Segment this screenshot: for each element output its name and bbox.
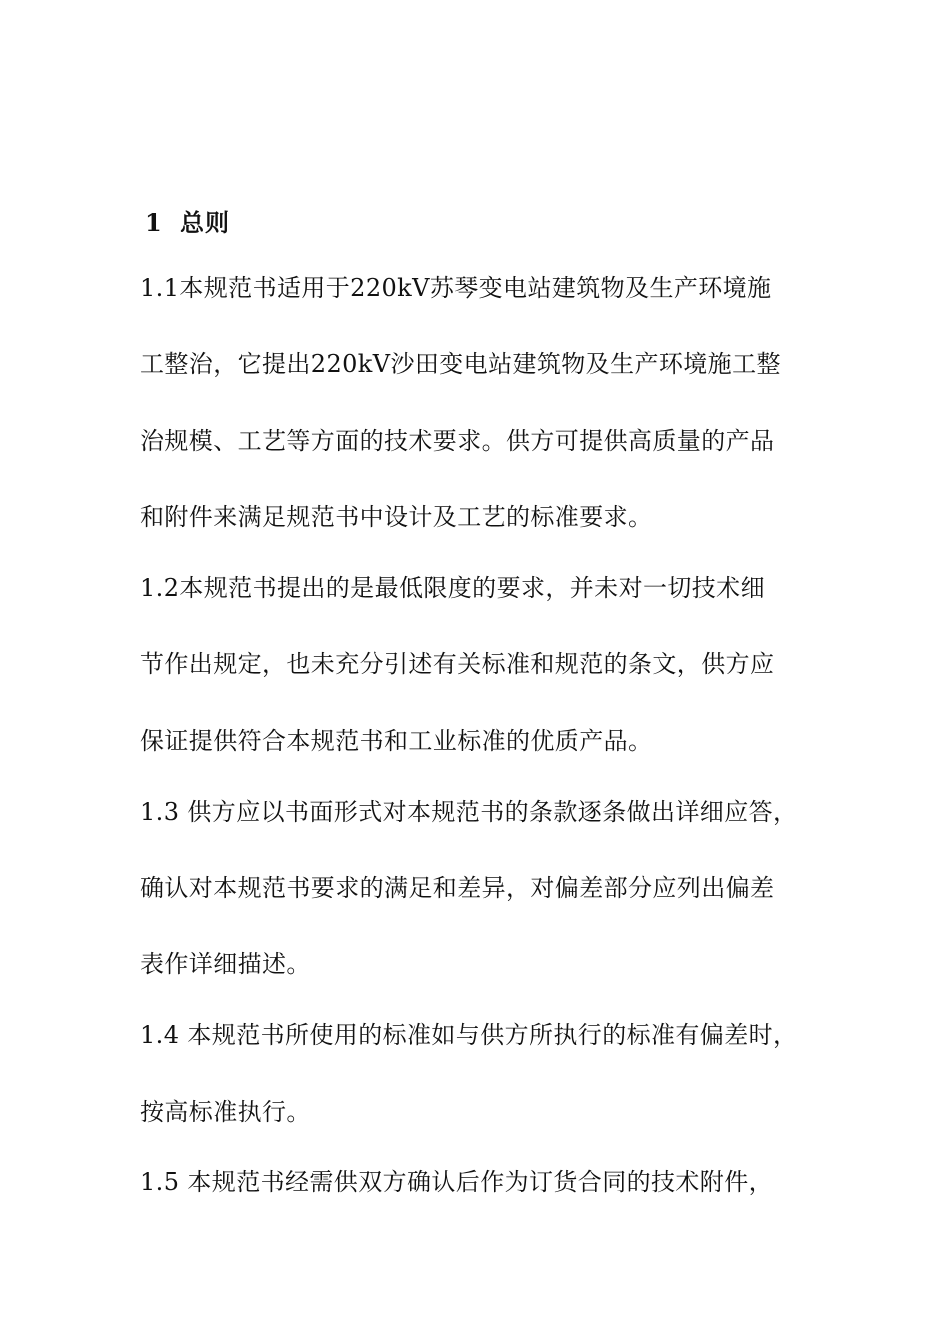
text-line: 1.5 本规范书经需供双方确认后作为订货合同的技术附件， bbox=[140, 1168, 773, 1196]
text-line: 节作出规定，也未充分引述有关标准和规范的条文，供方应 bbox=[140, 650, 775, 678]
text-line: 按高标准执行。 bbox=[140, 1098, 311, 1126]
section-number: 1 bbox=[145, 208, 163, 237]
text-line: 保证提供符合本规范书和工业标准的优质产品。 bbox=[140, 727, 653, 755]
text-line: 治规模、工艺等方面的技术要求。供方可提供高质量的产品 bbox=[140, 427, 775, 455]
section-heading bbox=[145, 203, 230, 238]
text-line: 1.2本规范书提出的是最低限度的要求，并未对一切技术细 bbox=[140, 574, 765, 602]
text-line: 1.4 本规范书所使用的标准如与供方所执行的标准有偏差时， bbox=[140, 1021, 798, 1049]
text-line: 1.3 供方应以书面形式对本规范书的条款逐条做出详细应答， bbox=[140, 798, 798, 826]
text-line: 表作详细描述。 bbox=[140, 950, 311, 978]
text-line: 确认对本规范书要求的满足和差异，对偏差部分应列出偏差 bbox=[140, 874, 775, 902]
text-line: 和附件来满足规范书中设计及工艺的标准要求。 bbox=[140, 503, 653, 531]
section-title: 总则 bbox=[180, 208, 230, 237]
text-line: 1.1本规范书适用于220kV苏琴变电站建筑物及生产环境施 bbox=[140, 274, 772, 302]
text-line: 工整治，它提出220kV沙田变电站建筑物及生产环境施工整 bbox=[140, 350, 781, 378]
